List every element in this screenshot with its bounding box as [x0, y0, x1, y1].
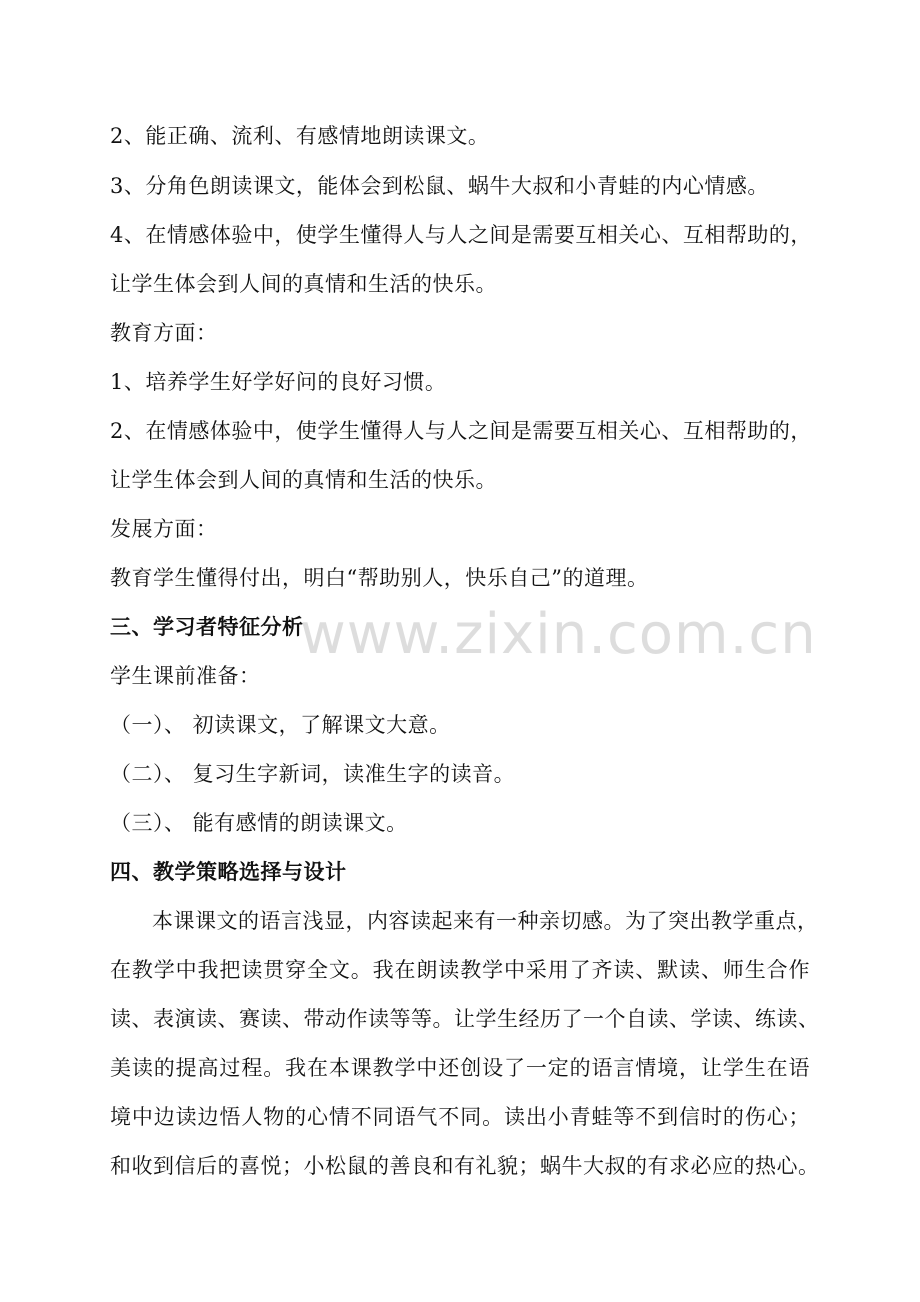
development-heading: 发展方面： [110, 517, 218, 541]
objective-3: 3、分角色朗读课文，能体会到松鼠、蜗牛大叔和小青蛙的内心情感。 [110, 174, 769, 198]
objective-4-cont: 让学生体会到人间的真情和生活的快乐。 [110, 272, 497, 296]
development-text: 教育学生懂得付出，明白“帮助别人，快乐自己”的道理。 [110, 566, 649, 590]
section-3-heading: 三、学习者特征分析 [110, 615, 304, 639]
preparation-item-2: （二）、 复习生字新词，读准生字的读音。 [110, 762, 516, 786]
strategy-paragraph-line-1: 本课课文的语言浅显，内容读起来有一种亲切感。为了突出教学重点， [152, 909, 819, 933]
strategy-paragraph-line-5: 境中边读边悟人物的心情不同语气不同。读出小青蛙等不到信时的伤心； [110, 1105, 810, 1129]
strategy-paragraph-line-6: 和收到信后的喜悦；小松鼠的善良和有礼貌；蜗牛大叔的有求必应的热心。 [110, 1154, 820, 1178]
education-item-2: 2、在情感体验中，使学生懂得人与人之间是需要互相关心、互相帮助的， [110, 419, 812, 443]
strategy-paragraph-line-4: 美读的提高过程。我在本课教学中还创设了一定的语言情境，让学生在语 [110, 1056, 810, 1080]
education-heading: 教育方面： [110, 321, 218, 345]
education-item-1: 1、培养学生好学好问的良好习惯。 [110, 370, 447, 394]
preparation-item-3: （三）、 能有感情的朗读课文。 [110, 811, 408, 835]
education-item-2-cont: 让学生体会到人间的真情和生活的快乐。 [110, 468, 497, 492]
strategy-paragraph-line-2: 在教学中我把读贯穿全文。我在朗读教学中采用了齐读、默读、师生合作 [110, 958, 810, 982]
watermark-text: www.zixin.com.cn [300, 602, 817, 667]
preparation-heading: 学生课前准备： [110, 664, 261, 688]
objective-2: 2、能正确、流利、有感情地朗读课文。 [110, 124, 490, 148]
section-4-heading: 四、教学策略选择与设计 [110, 860, 347, 884]
strategy-paragraph-line-3: 读、表演读、赛读、带动作读等等。让学生经历了一个自读、学读、练读、 [110, 1007, 820, 1031]
objective-4: 4、在情感体验中，使学生懂得人与人之间是需要互相关心、互相帮助的， [110, 223, 812, 247]
preparation-item-1: （一）、 初读课文，了解课文大意。 [110, 713, 451, 737]
